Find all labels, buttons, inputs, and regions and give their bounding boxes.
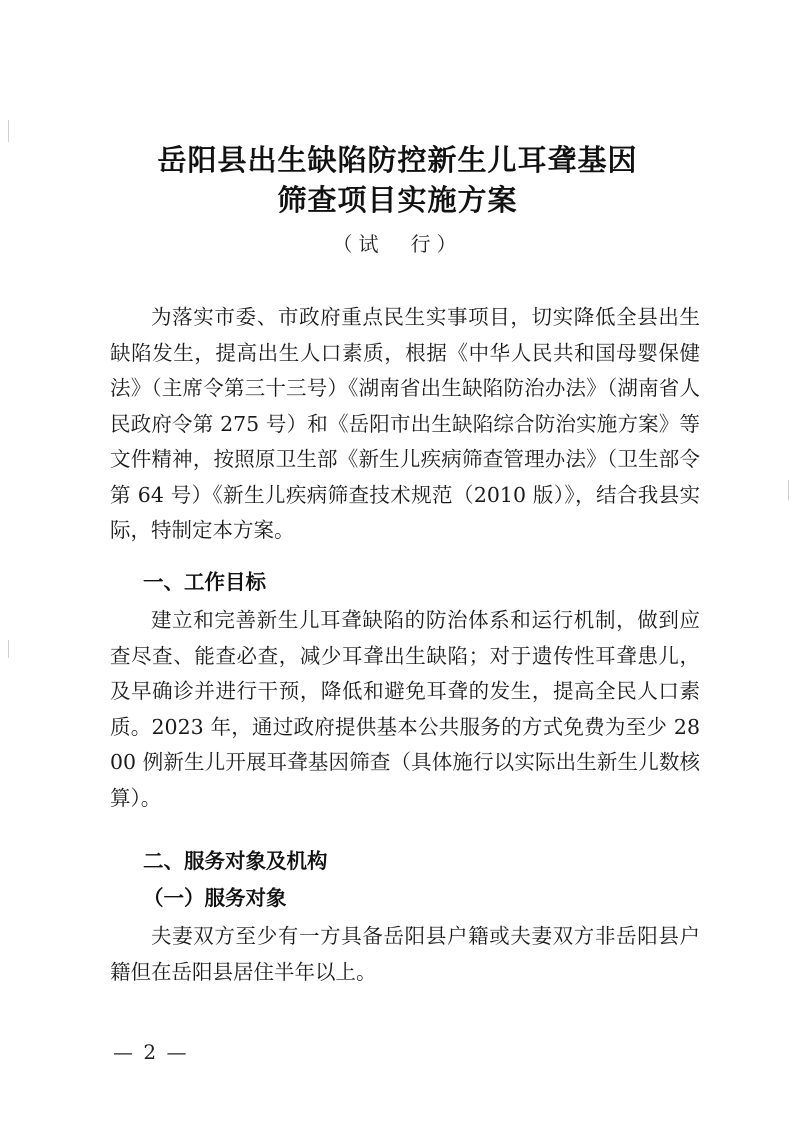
- document-title-line-2: 筛查项目实施方案: [277, 183, 518, 217]
- paragraph-text: 为落实市委、市政府重点民生实事项目，切实降低全县出生缺陷发生，提高出生人口素质，根据《中华人民共和国母婴保健法》（主席令第三十三号）《湖南省出生缺陷防治办法》（湖南省人民政府令第 275 号）和《岳阳市出生缺陷综合防治实施方案》等文件精神，按照原卫生部《新生儿疾病筛查管理办法》（卫生部令第 64 号）《新生儿疾病筛查技术规范（2010 版）》，结合我县实际，特制定本方案。: [110, 305, 700, 542]
- paragraph-intro: [110, 300, 700, 549]
- section-heading-service: 二、服务对象及机构: [143, 849, 328, 873]
- scan-mark: [788, 480, 789, 500]
- document-title-line-1: 岳阳县出生缺陷防控新生儿耳聋基因: [157, 143, 638, 177]
- paragraph-text: 夫妻双方至少有一方具备岳阳县户籍或夫妻双方非岳阳县户籍但在岳阳县居住半年以上。: [110, 924, 700, 984]
- document-subtitle: （试 行）: [332, 232, 463, 256]
- subsection-heading-service-target: （一）服务对象: [143, 886, 287, 910]
- paragraph-service-target: [110, 919, 700, 990]
- scan-mark: [8, 640, 9, 658]
- section-heading-goals: 一、工作目标: [143, 570, 266, 594]
- paragraph-goals: [110, 603, 700, 816]
- page-number: — 2 —: [113, 1040, 189, 1064]
- paragraph-text: 建立和完善新生儿耳聋缺陷的防治体系和运行机制，做到应查尽查、能查必查，减少耳聋出生缺陷；对于遗传性耳聋患儿，及早确诊并进行干预，降低和避免耳聋的发生，提高全民人口素质。2023 年，通过政府提供基本公共服务的方式免费为至少 2800 例新生儿开展耳聋基因筛查（具体施行以实际出生新生儿数核算）。: [110, 608, 700, 810]
